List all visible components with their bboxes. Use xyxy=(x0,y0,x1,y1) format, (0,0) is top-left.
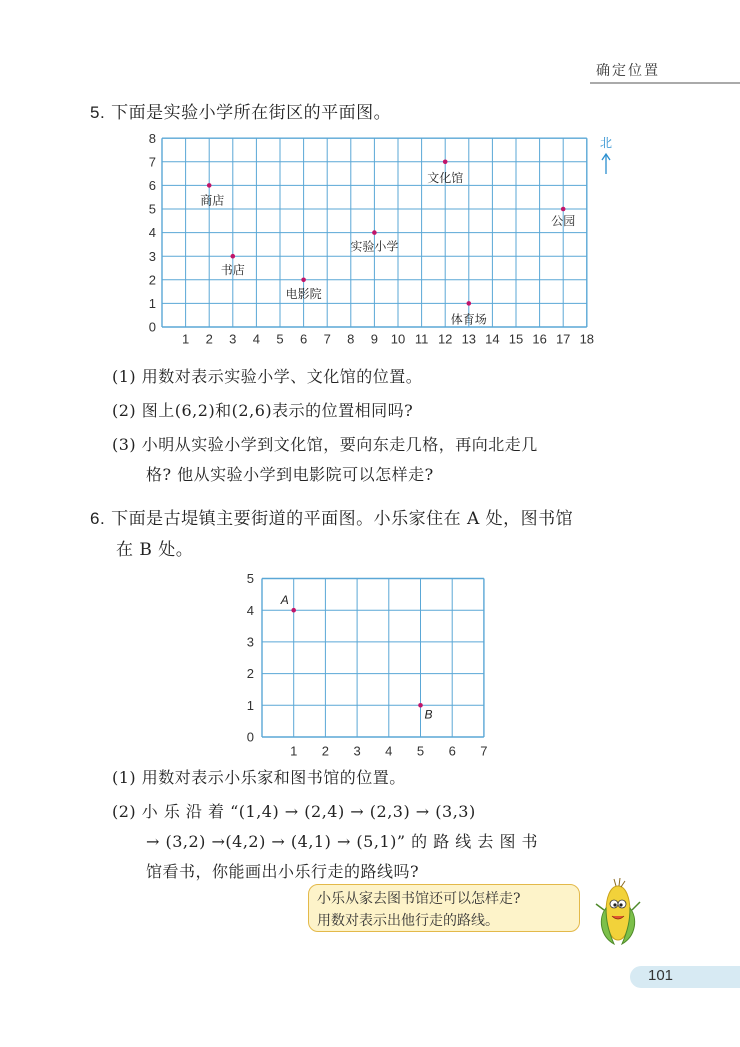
q6-point-label: A xyxy=(280,593,289,608)
q5-grid xyxy=(149,131,594,347)
q5-y-tick-label: 2 xyxy=(148,272,156,288)
q6-x-tick-label: 6 xyxy=(448,743,456,757)
q5-sub1: (1) 用数对表示实验小学、文化馆的位置。 xyxy=(112,367,423,386)
q6-sub2-line3: 馆看书，你能画出小乐行走的路线吗? xyxy=(146,862,420,881)
q5-y-tick-label: 8 xyxy=(148,130,156,146)
q5-point xyxy=(231,254,236,259)
q5-heading xyxy=(90,98,391,128)
q6-y-tick-label: 4 xyxy=(246,602,254,618)
q5-point-label: 公园 xyxy=(551,214,576,228)
q6-y-tick-label: 3 xyxy=(246,634,254,650)
q5-x-tick-label: 12 xyxy=(437,331,453,347)
q5-point xyxy=(443,160,448,165)
q5-point xyxy=(207,183,212,188)
q5-x-tick-label: 1 xyxy=(181,331,190,347)
q5-x-tick-label: 3 xyxy=(229,331,237,347)
q6-number: 6. xyxy=(90,509,106,528)
q5-point xyxy=(467,301,472,306)
q5-sub2: (2) 图上(6,2)和(2,6)表示的位置相同吗? xyxy=(112,401,414,420)
q6-y-tick-label: 2 xyxy=(246,666,254,682)
q5-chart xyxy=(140,130,620,350)
q6-y-tick-label: 5 xyxy=(246,571,254,587)
q5-number: 5. xyxy=(90,103,106,122)
q5-y-tick-label: 3 xyxy=(148,248,156,264)
page-number-bar xyxy=(630,966,740,988)
q6-x-tick-label: 7 xyxy=(480,743,488,757)
q6-heading xyxy=(90,504,573,534)
q5-title: 下面是实验小学所在街区的平面图。 xyxy=(111,103,392,123)
corn-mascot-icon xyxy=(592,878,644,950)
q5-sub3-line1: (3) 小明从实验小学到文化馆，要向东走几格，再向北走几 xyxy=(112,435,538,454)
q6-point xyxy=(418,703,423,708)
q5-point xyxy=(561,207,566,212)
q5-point xyxy=(301,278,306,283)
q6-y-tick-label: 1 xyxy=(246,697,254,713)
q6-sub1: (1) 用数对表示小乐家和图书馆的位置。 xyxy=(112,768,406,787)
q5-x-tick-label: 10 xyxy=(390,331,406,347)
q6-x-tick-label: 2 xyxy=(321,743,330,757)
q5-y-tick-label: 1 xyxy=(148,295,156,311)
q5-sub3-line2: 格? 他从实验小学到电影院可以怎样走? xyxy=(146,465,434,484)
q6-sub2-line2: → (3,2) →(4,2) → (4,1) → (5,1)” 的 路 线 去 图 书 xyxy=(146,832,539,851)
hint-line1: 小乐从家去图书馆还可以怎样走? xyxy=(317,891,521,907)
q6-point-label: B xyxy=(424,707,433,722)
q5-x-tick-label: 6 xyxy=(299,331,308,347)
page-number: 101 xyxy=(648,967,674,984)
q5-y-tick-label: 7 xyxy=(148,154,156,170)
q5-point-label: 书店 xyxy=(220,263,245,278)
q6-x-tick-label: 5 xyxy=(416,743,425,757)
q5-point-label: 文化馆 xyxy=(427,170,464,185)
north-label: 北 xyxy=(599,136,613,150)
hint-line2: 用数对表示出他行走的路线。 xyxy=(317,913,499,929)
q6-x-tick-label: 3 xyxy=(353,743,361,757)
q5-x-tick-label: 18 xyxy=(579,331,595,347)
q6-title-line2: 在 B 处。 xyxy=(116,540,194,560)
q5-x-tick-label: 17 xyxy=(555,331,571,347)
q5-x-tick-label: 8 xyxy=(347,331,355,347)
q5-x-tick-label: 4 xyxy=(252,331,261,347)
q5-x-tick-label: 14 xyxy=(485,331,500,347)
q5-x-tick-label: 5 xyxy=(276,331,284,347)
q6-title-line1: 下面是古堤镇主要街道的平面图。小乐家住在 A 处，图书馆 xyxy=(111,509,574,529)
q5-y-tick-label: 5 xyxy=(148,201,156,217)
q5-point-label: 实验小学 xyxy=(350,239,399,254)
q5-point xyxy=(372,230,377,235)
q6-point xyxy=(291,608,296,613)
q6-y-tick-label: 0 xyxy=(246,729,254,745)
q5-y-tick-label: 4 xyxy=(148,225,156,241)
q5-y-tick-label: 6 xyxy=(148,177,156,193)
hint-bubble xyxy=(308,884,580,932)
q5-x-tick-label: 11 xyxy=(414,331,429,347)
q5-x-tick-label: 15 xyxy=(508,331,524,347)
q5-point-label: 体育场 xyxy=(450,312,487,327)
q5-x-tick-label: 7 xyxy=(323,331,331,347)
section-title: 确定位置 xyxy=(596,63,660,79)
q5-y-tick-label: 0 xyxy=(148,319,156,335)
q5-x-tick-label: 2 xyxy=(205,331,213,347)
q5-point-label: 电影院 xyxy=(285,286,322,301)
q5-point-label: 商店 xyxy=(200,193,225,208)
q5-x-tick-label: 9 xyxy=(370,331,379,347)
q6-sub2-line1: (2) 小 乐 沿 着 “(1,4) → (2,4) → (2,3) → (3,3) xyxy=(112,802,476,821)
header-divider xyxy=(590,82,740,84)
q5-x-tick-label: 13 xyxy=(461,331,477,347)
q6-marks xyxy=(280,593,433,721)
q5-x-tick-label: 16 xyxy=(532,331,547,347)
q6-x-tick-label: 4 xyxy=(385,743,393,757)
q6-x-tick-label: 1 xyxy=(290,743,298,757)
q6-chart xyxy=(230,562,500,757)
